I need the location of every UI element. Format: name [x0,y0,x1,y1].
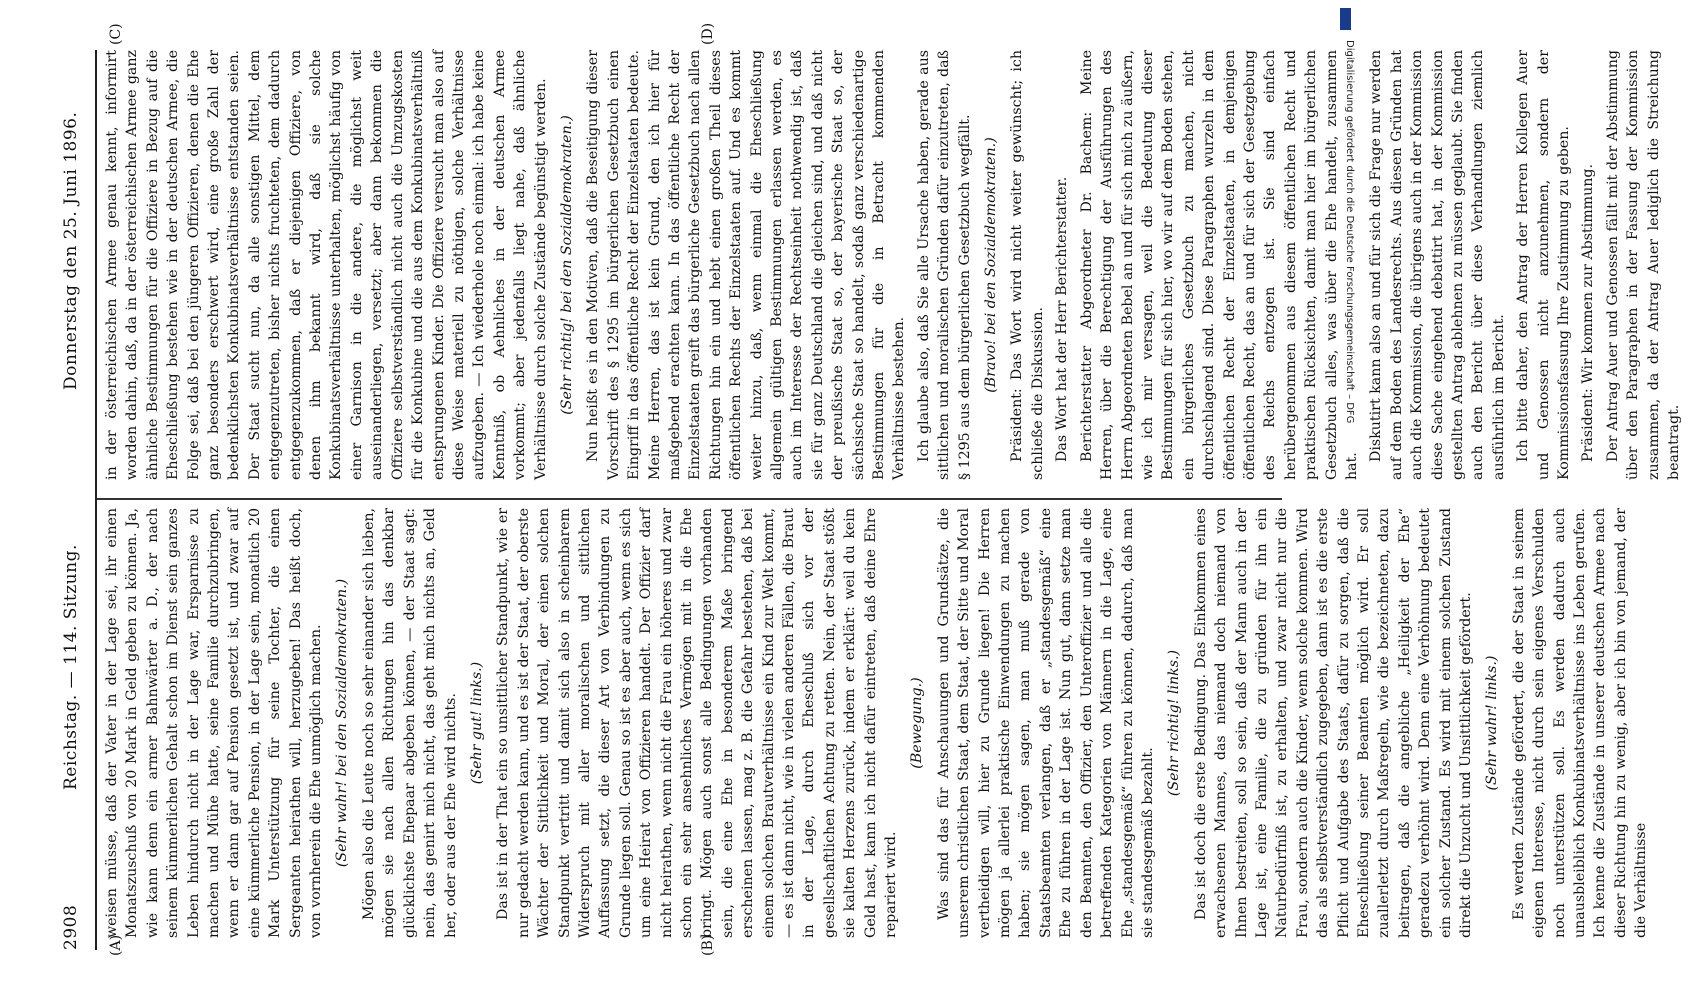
dfg-logo [1340,8,1351,30]
paragraph: Das ist doch die erste Bedingung. Das Einkommen eines erwachsenen Mannes, das niemand doch niemand von Ihnen bestreiten, soll so sein, daß der Mann auch in der Lage ist, eine Familie, die zu gründen für ihn ein Naturbedürfniß ist, zu erhalten, und zwar nicht nur die Frau, sondern auch die Kinder, wenn solche kommen. Wird das als selbstverständlich zugegeben, dann ist es die erste Pflicht und Aufgabe des Staats, dafür zu sorgen, daß die Eheschließung seiner Beamten möglich wird. Er soll zuallerletzt durch Maßregeln, wie die bezeichneten, dazu beitragen, daß die angebliche „Heiligkeit der Ehe“ geradezu verhöhnt wird. Denn eine Verhöhnung bedeutet ein solcher Zustand. Es wird mit einem solchen Zustand direkt die Unzucht und Unsittlichkeit gefördert. [1192,508,1474,938]
paragraph: Was sind das für Anschauungen und Grundsätze, die unserem christlichen Staat, dem Staat, der Sitte und Moral vertheidigen will, hier zu Grunde liegen! Die Herren mögen ja allerlei praktische Einwendungen zu machen haben; sie mögen sagen, man muß gerade von Staatsbeamten verlangen, daß er „standesgemäß“ eine Ehe zu führen in der Lage ist. Nun gut, dann setze man den Beamten, den Offizier, den Unteroffizier und alle die betreffenden Kategorien von Männern in die Lage, eine Ehe „standesgemäß“ führen zu können, dadurch, daß man sie standesgemäß bezahlt. [935,508,1156,938]
paragraph: weisen müsse, daß der Vater in der Lage sei, ihr einen Monatszuschuß von 20 Mark in Geld geben zu können. Ja, wie kann denn ein armer Bahnwärter a. D., der nach seinem kümmerlichen Gehalt schon im Dienst sein ganzes Leben hindurch nicht in der Lage war, Ersparnisse zu machen und Mühe hatte, seine Familie durchzubringen, wenn er dann gar auf Pension gesetzt ist, und zwar auf eine kümmerliche Pension, in der Lage sein, monatlich 20 Mark Unterstützung für seine Tochter, die einen Sergeanten heirathen will, herzugeben! Das heißt doch, von vornherein die Ehe unmöglich machen. [104,508,325,938]
interjection: (Sehr richtig! bei den Sozialdemokraten.) [558,115,575,415]
left-text-column [102,508,1656,938]
page-number: 2908 [61,904,81,950]
margin-marker-c: (C) [108,23,124,45]
paragraph: Nun heißt es in den Motiven, daß die Beseitigung dieser Vorschrift des § 1295 im bürgerlichen Gesetzbuch einen Eingriff in das öffentliche Recht der Einzelstaaten bedeute. Meine Herren, das ist kein Grund, den ich hier für maßgebend erachten kann. In das öffentliche Recht der Einzelstaaten greift das bürgerliche Gesetzbuch nach allen Richtungen hin ein und hebt einen großen Theil dieses öffentlichen Rechts der Einzelstaaten auf. Und es kommt weiter hinzu, daß, wenn einmal die Eheschließung allgemein gültigen Bestimmungen erlassen werden, es auch im Interesse der Rechtseinheit nothwendig ist, daß sie für ganz Deutschland die gleichen sind, und daß nicht der preußische Staat so, der bayerische Staat so, der sächsische Staat so handelt, sodaß ganz verschiedenartige Bestimmungen für die in Betracht kommenden Verhältnisse bestehen. [585,50,908,480]
interjection: (Sehr wahr! bei den Sozialdemokraten.) [334,578,351,868]
digitization-note: Digitalisierung gefördert durch die Deutsche Forschungsgemeinschaft – DFG [1344,40,1355,424]
paragraph: Ich glaube also, daß Sie alle Ursache haben, gerade aus sittlichen und moralischen Gründen dafür einzutreten, daß § 1295 aus dem bürgerlichen Gesetzbuch wegfällt. [915,50,973,480]
session-date: Donnerstag den 25. Juni 1896. [61,111,81,390]
section-title: Reichstag. — 114. Sitzung. [61,544,81,790]
margin-marker-b: (B) [700,934,716,956]
paragraph: Diskutirt kann also an und für sich die Frage nur werden auf dem Boden des Landesrechts. Aus diesen Gründen hat auch die Kommission, die übrigens auch in der Kommission diese Sache eingehend debattirt hat, in der Kommission gestellten Antrag ablehnen zu müssen geglaubt. Sie finden auch den Bericht über diese Verhandlungen ziemlich ausführlich im Bericht. [1368,50,1507,480]
paragraph: in der österreichischen Armee genau kennt, informirt worden dahin, daß, da in der österreichischen Armee ganz ähnliche Bestimmungen für die Offiziere in Bezug auf die Eheschließung bestehen wie in der deutschen Armee, die Folge sei, daß bei den jüngeren Offizieren, denen die Ehe ganz besonders erschwert wird, eine große Zahl der bedenklichsten Konkubinatsverhältnisse entstanden seien. Der Staat sucht nun, da alle sonstigen Mittel, dem entgegenzutreten, bisher nichts fruchteten, dem dadurch entgegenzukommen, daß er diejenigen Offiziere, von denen ihm bekannt wird, daß sie solche Konkubinatsverhältnisse unterhalten, möglichst häufig von einer Garnison in die andere, die möglichst weit auseinanderliegen, versetzt; aber dann bekommen die Offiziere selbstverständlich nicht auch die Umzugskosten für die Konkubine und die aus dem Konkubinatsverhältniß entsprungenen Kinder. Die Offiziere versucht man also auf diese Weise materiell zu nöthigen, solche Verhältnisse aufzugeben. — Ich wiederhole noch einmal: ich habe keine Kenntniß, ob Aehnliches in der deutschen Armee vorkommt; aber jedenfalls liegt nahe, daß ähnliche Verhältnisse durch solche Zustände begünstigt werden. [104,50,549,480]
margin-marker-d: (D) [700,22,716,45]
paragraph: Es werden Zustände gefördert, die der Staat in seinem eigenen Interesse, nicht durch sein eigenes Verschulden noch unterstützen soll. Es werden dadurch auch unausbleiblich Konkubinatsverhältnisse ins Leben gerufen. Ich kenne die Zustände in unserer deutschen Armee nach dieser Richtung hin zu wenig, aber ich bin von jemand, der die Verhältnisse [1510,508,1650,938]
paragraph: Präsident: Wir kommen zur Abstimmung. [1580,164,1597,462]
interjection: (Sehr richtig! links.) [1166,649,1183,797]
interjection: (Sehr wahr! links.) [1484,655,1501,791]
paragraph: Mögen also die Leute noch so sehr einander sich lieben, mögen sie nach allen Richtungen hin das denkbar glücklichste Ehepaar abgeben können, — der Staat sagt: nein, das genirt mich nicht, das geht mich nichts an, Geld her, oder aus der Ehe wird nichts. [360,508,459,938]
interjection: (Bewegung.) [909,677,926,769]
page-header [55,50,89,950]
header-rule [95,50,97,950]
paragraph: Ich bitte daher, den Antrag der Herren Kollegen Auer und Genossen nicht anzunehmen, sondern der Kommissionsfassung Ihre Zustimmung zu geben. [1515,50,1573,480]
paragraph: Das ist in der That ein so unsittlicher Standpunkt, wie er nur gedacht werden kann, und es ist der Staat, der oberste Wächter der Sittlichkeit und Moral, der einen solchen Standpunkt vertritt und damit sich also in scheinbarem Widerspruch mit aller moralischen und sittlichen Auffassung setzt, die dieser Art von Verbindungen zu Grunde liegen soll. Genau so ist es aber auch, wenn es sich um eine Heirat von Offizieren handelt. Der Offizier darf nicht heirathen, wenn nicht die Frau ein höheres und zwar schon ein sehr ansehnliches Vermögen mit in die Ehe bringt. Mögen auch sonst alle Bedingungen vorhanden sein, die eine Ehe in besonderem Maße bringend erscheinen lassen, mag z. B. die Gefahr bestehen, daß bei einem solchen Brautverhältnisse ein Kind zur Welt kommt, — es ist dann nicht, wie in vielen anderen Fällen, die Braut in der Lage, durch Eheschluß sich vor der gesellschaftlichen Achtung zu retten. Nein, der Staat stößt sie kalten Herzens zurück, indem er erklärt: weil du kein Geld hast, kann ich nicht dafür eintreten, daß deine Ehre repariert wird. [495,508,900,938]
interjection: (Bravo! bei den Sozialdemokraten.) [983,137,1000,393]
paragraph: Der Antrag Auer und Genossen fällt mit der Abstimmung über den Paragraphen in der Fassung der Kommission zusammen, da der Antrag Auer lediglich die Streichung beantragt. [1604,50,1683,480]
interjection: (Sehr gut! links.) [468,661,485,785]
margin-marker-a: (A) [108,934,124,956]
paragraph: Berichterstatter Abgeordneter Dr. Bachem: Meine Herren, über die Berechtigung der Ausführungen des Herrn Abgeordneten Bebel an und für sich mich zu äußern, wie ich mir versagen, weil die Bedeutung dieser Bestimmungen für sich hier, wo wir auf dem Boden stehen, ein bürgerliches Gesetzbuch zu machen, nicht durchschlagend sind. Diese Paragraphen wurzeln in dem öffentlichen Recht der Einzelstaaten, in demjenigen öffentlichen Recht, das an und für sich der Gesetzgebung des Reichs entzogen ist. Sie sind einfach herübergenommen aus diesem öffentlichen Recht und praktischen Rücksichten, damit man hier im bürgerlichen Gesetzbuch alles, was über die Ehe handelt, zusammen hat. [1078,50,1360,480]
paragraph: Präsident: Das Wort wird nicht weiter gewünscht; ich schließe die Diskussion. [1009,50,1046,480]
right-text-column [102,50,1688,480]
column-divider [97,499,1282,501]
paragraph: Das Wort hat der Herr Berichterstatter. [1054,176,1071,462]
